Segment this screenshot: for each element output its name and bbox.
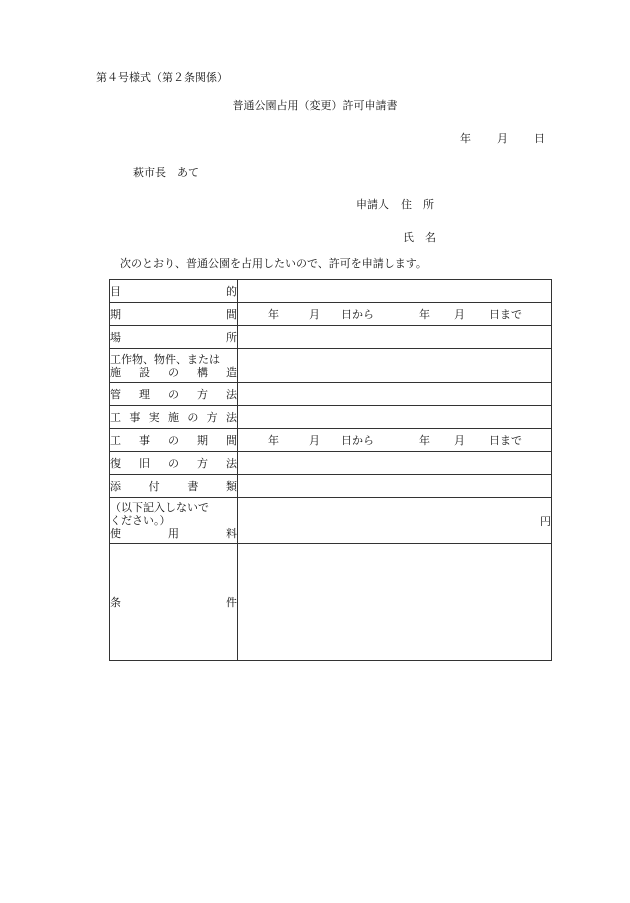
place-label bbox=[110, 326, 238, 349]
label-char: 実 bbox=[148, 411, 160, 424]
fee-field[interactable] bbox=[238, 498, 552, 544]
label-char: 条 bbox=[110, 596, 121, 609]
structure-label-line2 bbox=[110, 366, 237, 379]
label-char: の bbox=[187, 411, 199, 424]
construction-period-label-text bbox=[110, 432, 237, 448]
applicant-name-label: 氏 名 bbox=[403, 231, 436, 244]
label-char: 方 bbox=[206, 411, 218, 424]
label-char: 工 bbox=[110, 434, 121, 447]
place-field[interactable] bbox=[238, 326, 552, 349]
period-from: 日から bbox=[341, 308, 374, 321]
label-char: 的 bbox=[226, 285, 237, 298]
application-form-table bbox=[109, 279, 552, 661]
label-char: の bbox=[168, 365, 179, 379]
label-char: 方 bbox=[197, 457, 208, 470]
row-conditions bbox=[110, 544, 552, 661]
label-char: 所 bbox=[226, 331, 237, 344]
row-period bbox=[110, 303, 552, 326]
period-until: 日まで bbox=[489, 308, 522, 321]
label-char: 構 bbox=[197, 365, 208, 379]
label-char: 理 bbox=[139, 388, 150, 401]
date-line bbox=[460, 130, 545, 146]
label-char: 法 bbox=[226, 457, 237, 470]
structure-field[interactable] bbox=[238, 349, 552, 383]
row-fee bbox=[110, 498, 552, 544]
period-month-unit: 月 bbox=[309, 308, 320, 321]
date-year: 年 bbox=[460, 132, 471, 145]
management-label-text bbox=[110, 386, 237, 402]
place-label-text bbox=[110, 329, 237, 345]
construction-method-field[interactable] bbox=[238, 406, 552, 429]
label-char: 件 bbox=[226, 596, 237, 609]
row-attachments bbox=[110, 475, 552, 498]
row-purpose bbox=[110, 280, 552, 303]
label-char: の bbox=[168, 434, 179, 447]
construction-period-month2-unit: 月 bbox=[454, 434, 465, 447]
label-char: 料 bbox=[226, 527, 237, 540]
label-char: 目 bbox=[110, 285, 121, 298]
purpose-label bbox=[110, 280, 238, 303]
label-char: 方 bbox=[197, 388, 208, 401]
construction-period-until: 日まで bbox=[489, 434, 522, 447]
label-char: 間 bbox=[226, 308, 237, 321]
label-char: 使 bbox=[110, 527, 121, 540]
conditions-field[interactable] bbox=[238, 544, 552, 661]
applicant-address-label: 住 所 bbox=[401, 198, 434, 211]
restoration-field[interactable] bbox=[238, 452, 552, 475]
label-char: 法 bbox=[225, 411, 237, 424]
period-year2-unit: 年 bbox=[419, 308, 430, 321]
label-char: 事 bbox=[139, 434, 150, 447]
attachments-label-text bbox=[110, 478, 237, 494]
purpose-field[interactable] bbox=[238, 280, 552, 303]
label-char: の bbox=[168, 457, 179, 470]
label-char: 期 bbox=[110, 308, 121, 321]
date-day: 日 bbox=[534, 132, 545, 145]
label-char: 旧 bbox=[139, 457, 150, 470]
fee-label-text bbox=[110, 527, 237, 540]
period-label-text bbox=[110, 306, 237, 322]
restoration-label-text bbox=[110, 455, 237, 471]
row-management bbox=[110, 383, 552, 406]
date-month: 月 bbox=[497, 132, 508, 145]
label-char: 設 bbox=[139, 365, 150, 379]
fee-note-line2: ください。） bbox=[110, 514, 171, 527]
form-number: 第４号様式（第２条関係） bbox=[96, 71, 228, 84]
period-range bbox=[238, 306, 551, 322]
label-char: 類 bbox=[225, 480, 237, 493]
addressee: 萩市長 あて bbox=[133, 166, 199, 179]
period-label bbox=[110, 303, 238, 326]
construction-period-label bbox=[110, 429, 238, 452]
period-year-unit: 年 bbox=[268, 308, 279, 321]
label-char: 書 bbox=[187, 480, 199, 493]
purpose-label-text bbox=[110, 283, 237, 299]
label-char: 復 bbox=[110, 457, 121, 470]
label-char: 間 bbox=[226, 434, 237, 447]
row-construction-period bbox=[110, 429, 552, 452]
management-field[interactable] bbox=[238, 383, 552, 406]
construction-period-year2-unit: 年 bbox=[419, 434, 430, 447]
row-construction-method bbox=[110, 406, 552, 429]
fee-label bbox=[110, 498, 238, 544]
management-label bbox=[110, 383, 238, 406]
period-field[interactable] bbox=[238, 303, 552, 326]
construction-period-year-unit: 年 bbox=[268, 434, 279, 447]
conditions-label-text bbox=[110, 594, 237, 610]
intro-text: 次のとおり、普通公園を占用したいので、許可を申請します。 bbox=[120, 257, 427, 270]
label-char: 添 bbox=[110, 480, 121, 493]
applicant-label: 申請人 bbox=[356, 198, 389, 211]
label-char: 造 bbox=[226, 365, 237, 379]
fee-unit: 円 bbox=[540, 514, 551, 528]
label-char: 付 bbox=[148, 480, 160, 493]
fee-note-line1: （以下記入しないで bbox=[110, 501, 209, 514]
construction-period-from: 日から bbox=[341, 434, 374, 447]
construction-period-range bbox=[238, 432, 551, 448]
label-char: 施 bbox=[110, 365, 121, 379]
label-char: 法 bbox=[226, 388, 237, 401]
structure-label bbox=[110, 349, 238, 383]
label-char: 用 bbox=[168, 527, 179, 540]
label-char: 期 bbox=[197, 434, 208, 447]
row-place bbox=[110, 326, 552, 349]
construction-method-label bbox=[110, 406, 238, 429]
attachments-label bbox=[110, 475, 238, 498]
structure-label-line1: 工作物、物件、または bbox=[110, 352, 220, 366]
construction-period-month-unit: 月 bbox=[309, 434, 320, 447]
label-char: 管 bbox=[110, 388, 121, 401]
construction-period-field[interactable] bbox=[238, 429, 552, 452]
restoration-label bbox=[110, 452, 238, 475]
row-structure bbox=[110, 349, 552, 383]
applicant-address-line bbox=[356, 196, 434, 212]
document-title: 普通公園占用（変更）許可申請書 bbox=[232, 99, 398, 112]
attachments-field[interactable] bbox=[238, 475, 552, 498]
construction-method-label-text bbox=[110, 409, 237, 425]
period-month2-unit: 月 bbox=[454, 308, 465, 321]
row-restoration bbox=[110, 452, 552, 475]
label-char: の bbox=[168, 388, 179, 401]
label-char: 施 bbox=[167, 411, 179, 424]
label-char: 場 bbox=[110, 331, 121, 344]
label-char: 工 bbox=[110, 411, 121, 424]
conditions-label bbox=[110, 544, 238, 661]
label-char: 事 bbox=[129, 411, 141, 424]
